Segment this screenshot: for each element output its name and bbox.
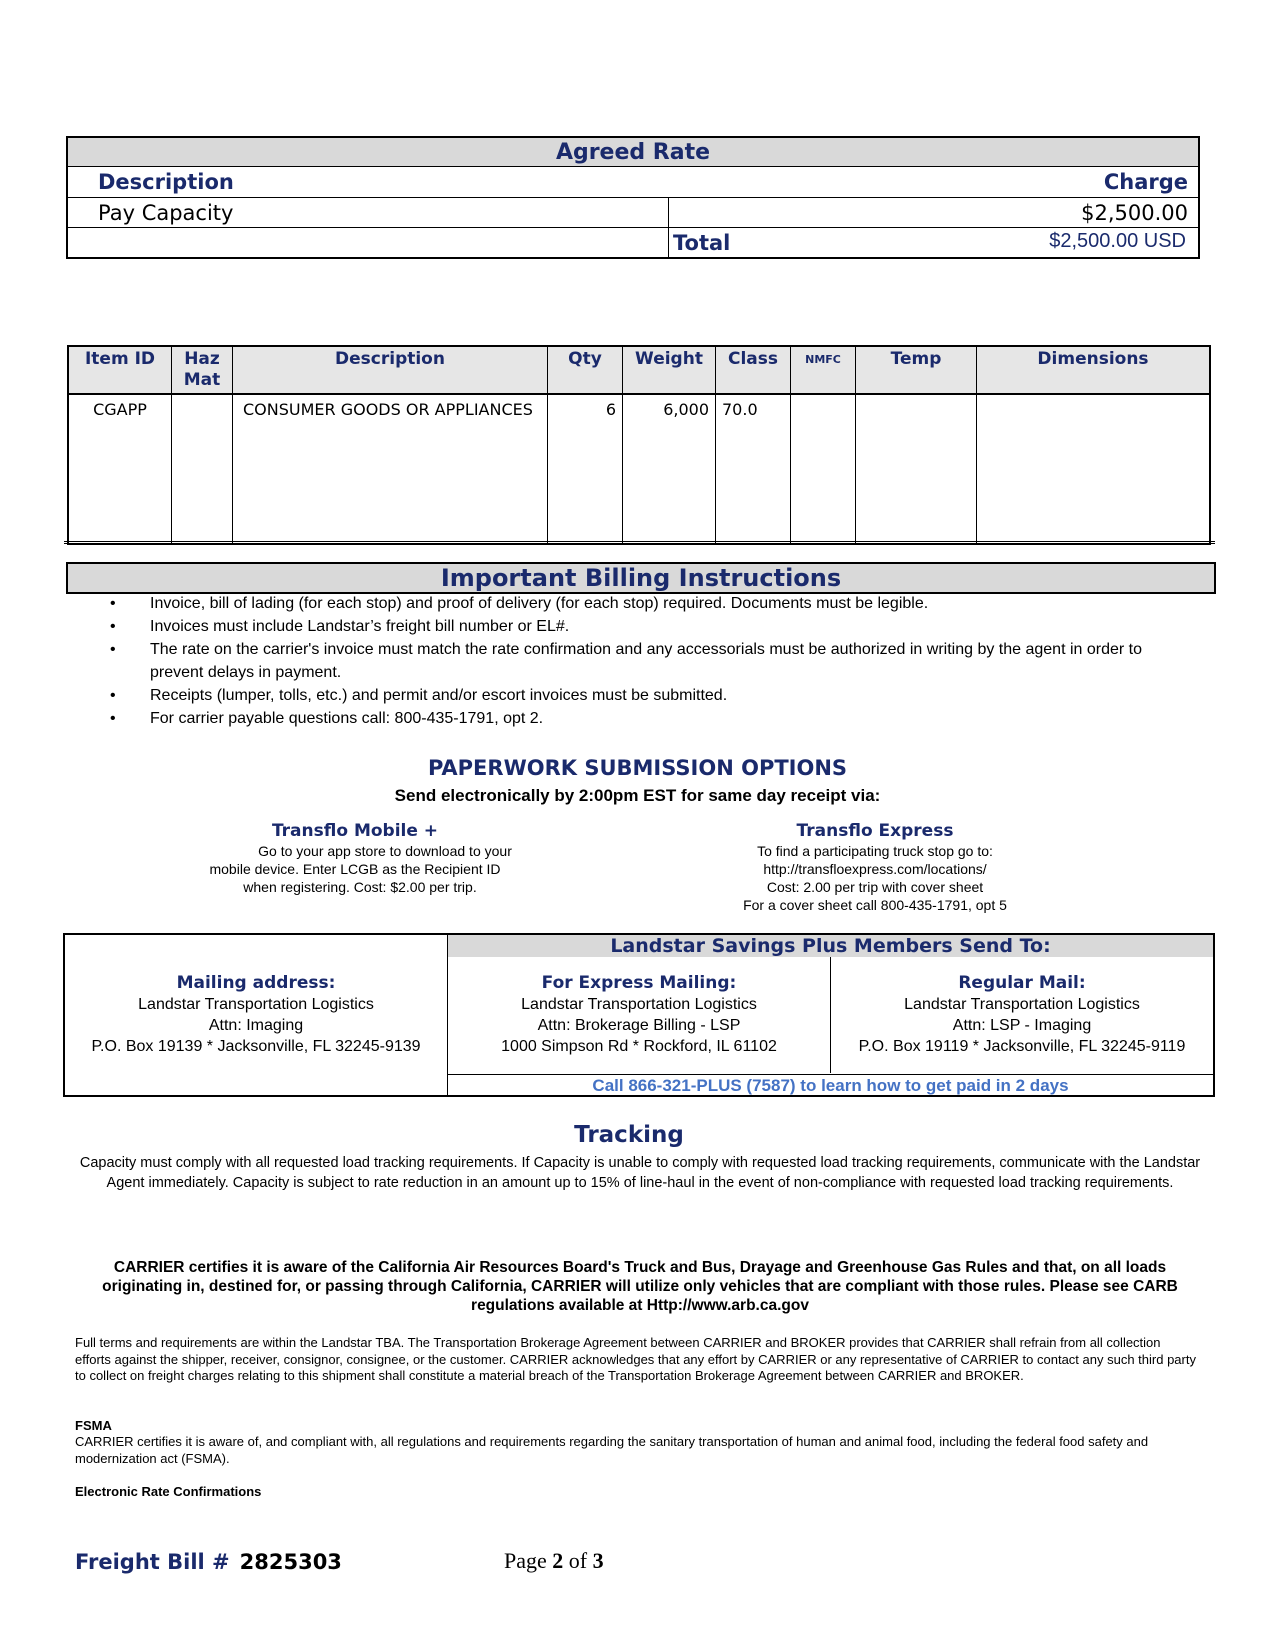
- qty-cell: 6: [548, 394, 623, 544]
- regular-mail-title: Regular Mail:: [958, 973, 1086, 993]
- express-mailing-line2: Attn: Brokerage Billing - LSP: [537, 1017, 741, 1034]
- list-item: • Invoices must include Landstar’s freight bill number or EL#.: [110, 615, 1180, 638]
- fsma-heading: FSMA: [75, 1418, 112, 1433]
- express-mailing-line1: Landstar Transportation Logistics: [521, 996, 757, 1013]
- paperwork-title: PAPERWORK SUBMISSION OPTIONS: [427, 756, 848, 780]
- transflo-express-title: Transflo Express: [796, 821, 954, 841]
- mailing-address-line3: P.O. Box 19139 * Jacksonville, FL 32245-9139: [91, 1038, 421, 1055]
- agreed-rate-title: Agreed Rate: [67, 137, 1199, 167]
- list-item: • The rate on the carrier's invoice must match the rate confirmation and any accessorials must be authorized in writing by the agent in order to prevent delays in payment.: [110, 638, 1180, 684]
- savings-plus-call-link[interactable]: Call 866-321-PLUS (7587) to learn how to get paid in 2 days: [448, 1074, 1213, 1096]
- fsma-text: CARRIER certifies it is aware of, and compliant with, all regulations and requirements regarding the sanitary transportation of human and animal food, including the federal food safety and modernization act (FSMA).: [75, 1434, 1149, 1466]
- electronic-rate-heading: Electronic Rate Confirmations: [75, 1484, 262, 1499]
- nmfc-cell: [791, 394, 856, 544]
- item-id-cell: CGAPP: [68, 394, 172, 544]
- rate-total-cell: [669, 228, 1200, 259]
- page-number: [504, 1548, 604, 1574]
- weight-cell: 6,000: [623, 394, 716, 544]
- items-header-row: [68, 346, 1210, 394]
- rate-total-label: Total: [673, 230, 731, 255]
- list-item: • Invoice, bill of lading (for each stop) and proof of delivery (for each stop) required. Documents must be legible.: [110, 592, 1180, 615]
- transflo-express-link[interactable]: http://transfloexpress.com/locations/: [763, 861, 987, 877]
- col-weight: Weight: [623, 346, 716, 394]
- transflo-mobile-title: Transflo Mobile +: [271, 821, 439, 841]
- mailing-address-block: [65, 935, 448, 1095]
- page-prefix: Page: [504, 1548, 553, 1573]
- savings-plus-title: Landstar Savings Plus Members Send To:: [448, 935, 1213, 957]
- col-description: Description: [233, 346, 548, 394]
- transflo-express-line4: For a cover sheet call 800-435-1791, opt 5: [743, 897, 1007, 913]
- page-total: 3: [592, 1548, 604, 1573]
- transflo-express-block: [690, 820, 1060, 914]
- transflo-express-line3: Cost: 2.00 per trip with cover sheet: [766, 879, 984, 895]
- regular-mail-block: [831, 957, 1213, 1073]
- double-divider: [64, 541, 1215, 544]
- class-cell: 70.0: [716, 394, 791, 544]
- page-current: 2: [552, 1548, 564, 1573]
- freight-bill: [75, 1550, 342, 1574]
- billing-title: Important Billing Instructions: [66, 562, 1216, 594]
- transflo-mobile-line3: when registering. Cost: $2.00 per trip.: [243, 879, 477, 895]
- rate-total-spacer: [67, 228, 669, 259]
- terms-text: Full terms and requirements are within the Landstar TBA. The Transportation Brokerage Agreement between CARRIER and BROKER provides that CARRIER shall refrain from all collection efforts against the shipper, receiver, consignor, consignee, or the customer. CARRIER acknowledges that any effort by CARRIER or any representative of CARRIER to contact any such third party to collect on freight charges relating to this shipment shall constitute a material breach of the Transportation Brokerage Agreement between CARRIER and BROKER.: [75, 1335, 1196, 1383]
- transflo-mobile-block: [170, 820, 540, 896]
- rate-line-charge: $2,500.00: [669, 198, 1200, 228]
- freight-bill-label: Freight Bill #: [75, 1550, 230, 1574]
- mailing-address-title: Mailing address:: [176, 973, 336, 993]
- mailing-address-line2: Attn: Imaging: [208, 1017, 304, 1034]
- table-row: [68, 394, 1210, 544]
- col-nmfc: NMFC: [791, 346, 856, 394]
- col-temp: Temp: [856, 346, 977, 394]
- tracking-text: Capacity must comply with all requested load tracking requirements. If Capacity is unable to comply with requested load tracking requirements, communicate with the Landstar Agent immediately. Capacity is subject to rate reduction in an amount up to 15% of line-haul in the event of non-compliance with requested load tracking requirements.: [79, 1155, 1201, 1191]
- list-item: • For carrier payable questions call: 800-435-1791, opt 2.: [110, 707, 1180, 730]
- col-haz-mat: Haz Mat: [172, 346, 233, 394]
- temp-cell: [856, 394, 977, 544]
- freight-bill-number: 2825303: [239, 1550, 342, 1574]
- agreed-rate-table: [66, 136, 1200, 259]
- list-item: • Receipts (lumper, tolls, etc.) and permit and/or escort invoices must be submitted.: [110, 684, 1180, 707]
- dimensions-cell: [977, 394, 1211, 544]
- page-mid: of: [563, 1548, 593, 1573]
- col-dimensions: Dimensions: [977, 346, 1211, 394]
- rate-line-description: Pay Capacity: [67, 198, 669, 228]
- paperwork-subtitle: Send electronically by 2:00pm EST for same day receipt via:: [394, 786, 881, 805]
- regular-mail-line3: P.O. Box 19119 * Jacksonville, FL 32245-9119: [858, 1038, 1186, 1055]
- transflo-express-line1: To find a participating truck stop go to:: [757, 843, 993, 859]
- express-mailing-block: [448, 957, 831, 1073]
- carb-statement: CARRIER certifies it is aware of the California Air Resources Board's Truck and Bus, Drayage and Greenhouse Gas Rules and that, on all loads originating in, destined for, or passing through California, CARRIER will utilize only vehicles that are compliant with those rules. Please see CARB regulations available at Http://www.arb.ca.gov: [102, 1259, 1178, 1314]
- description-cell: CONSUMER GOODS OR APPLIANCES: [233, 394, 548, 544]
- rate-charge-header: Charge: [1103, 170, 1188, 194]
- savings-plus-box: [63, 933, 1215, 1097]
- transflo-mobile-line1: Go to your app store to download to your: [258, 843, 512, 859]
- billing-list: [110, 592, 1180, 730]
- haz-mat-cell: [172, 394, 233, 544]
- rate-description-header: Description: [98, 170, 234, 194]
- col-class: Class: [716, 346, 791, 394]
- tracking-title: Tracking: [574, 1122, 684, 1148]
- mailing-address-line1: Landstar Transportation Logistics: [138, 996, 374, 1013]
- items-table: [67, 345, 1211, 545]
- col-item-id: Item ID: [68, 346, 172, 394]
- col-qty: Qty: [548, 346, 623, 394]
- express-mailing-line3: 1000 Simpson Rd * Rockford, IL 61102: [501, 1038, 777, 1055]
- regular-mail-line1: Landstar Transportation Logistics: [904, 996, 1140, 1013]
- regular-mail-line2: Attn: LSP - Imaging: [952, 1017, 1092, 1034]
- express-mailing-title: For Express Mailing:: [541, 973, 737, 993]
- rate-total-value: $2,500.00 USD: [1049, 230, 1186, 252]
- transflo-mobile-line2: mobile device. Enter LCGB as the Recipient ID: [209, 861, 501, 877]
